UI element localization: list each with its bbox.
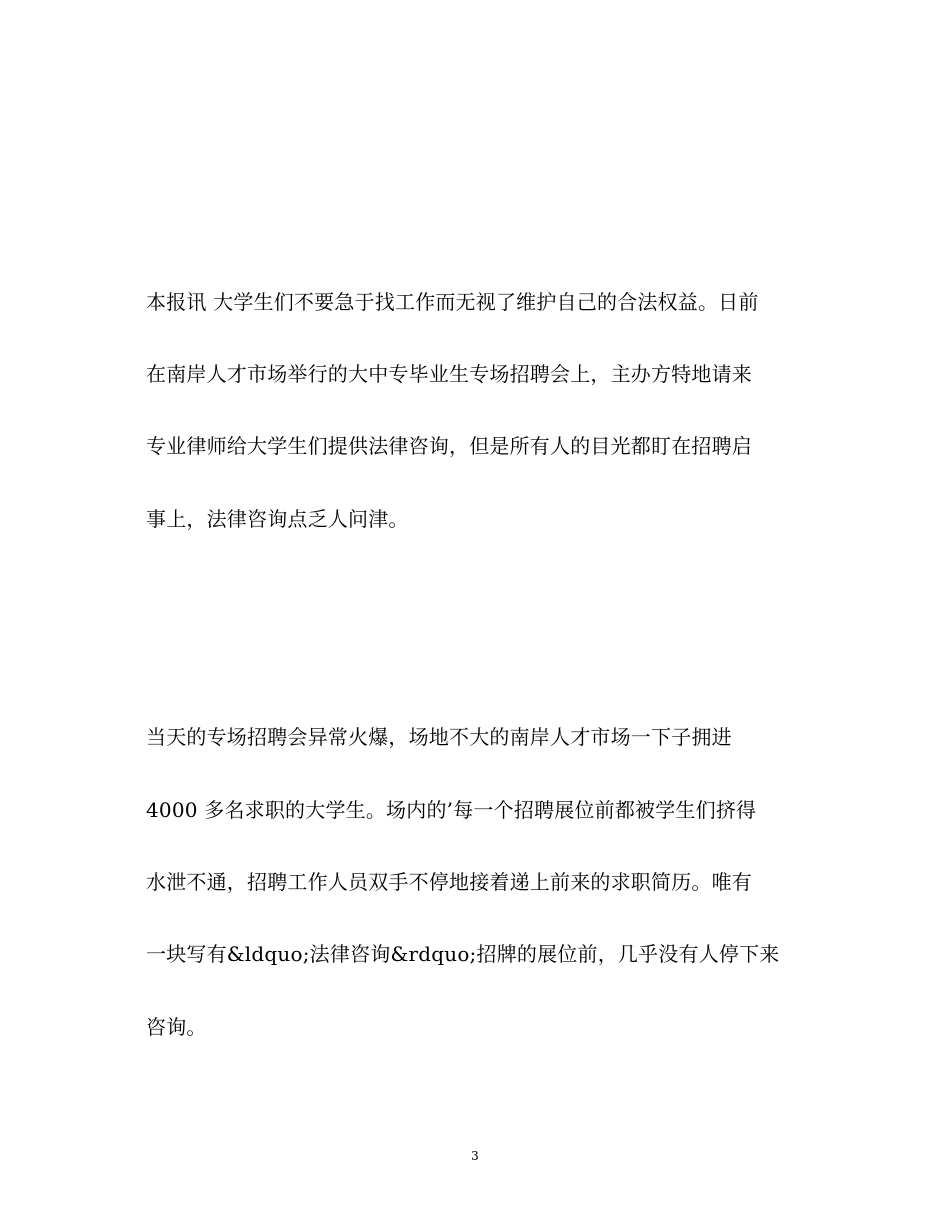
paragraph-line: 在南岸人才市场举行的大中专毕业生专场招聘会上，主办方特地请来 <box>146 362 752 386</box>
paragraph-line: 一块写有&ldquo;法律咨询&rdquo;招牌的展位前，几乎没有人停下来 <box>146 942 780 966</box>
paragraph-line: 当天的专场招聘会异常火爆，场地不大的南岸人才市场一下子拥进 <box>146 725 732 749</box>
paragraph-line: 本报讯 大学生们不要急于找工作而无视了维护自己的合法权益。日前 <box>146 290 759 314</box>
paragraph-line: 4000 多名求职的大学生。场内的’每一个招聘展位前都被学生们挤得 <box>146 798 757 822</box>
paragraph-line: 水泄不通，招聘工作人员双手不停地接着递上前来的求职简历。唯有 <box>146 870 752 894</box>
paragraph-line: 事上，法律咨询点乏人问津。 <box>146 507 409 531</box>
paragraph-line: 专业律师给大学生们提供法律咨询，但是所有人的目光都盯在招聘启 <box>146 434 752 458</box>
page-number: 3 <box>471 1149 479 1163</box>
paragraph-line: 咨询。 <box>146 1015 207 1039</box>
